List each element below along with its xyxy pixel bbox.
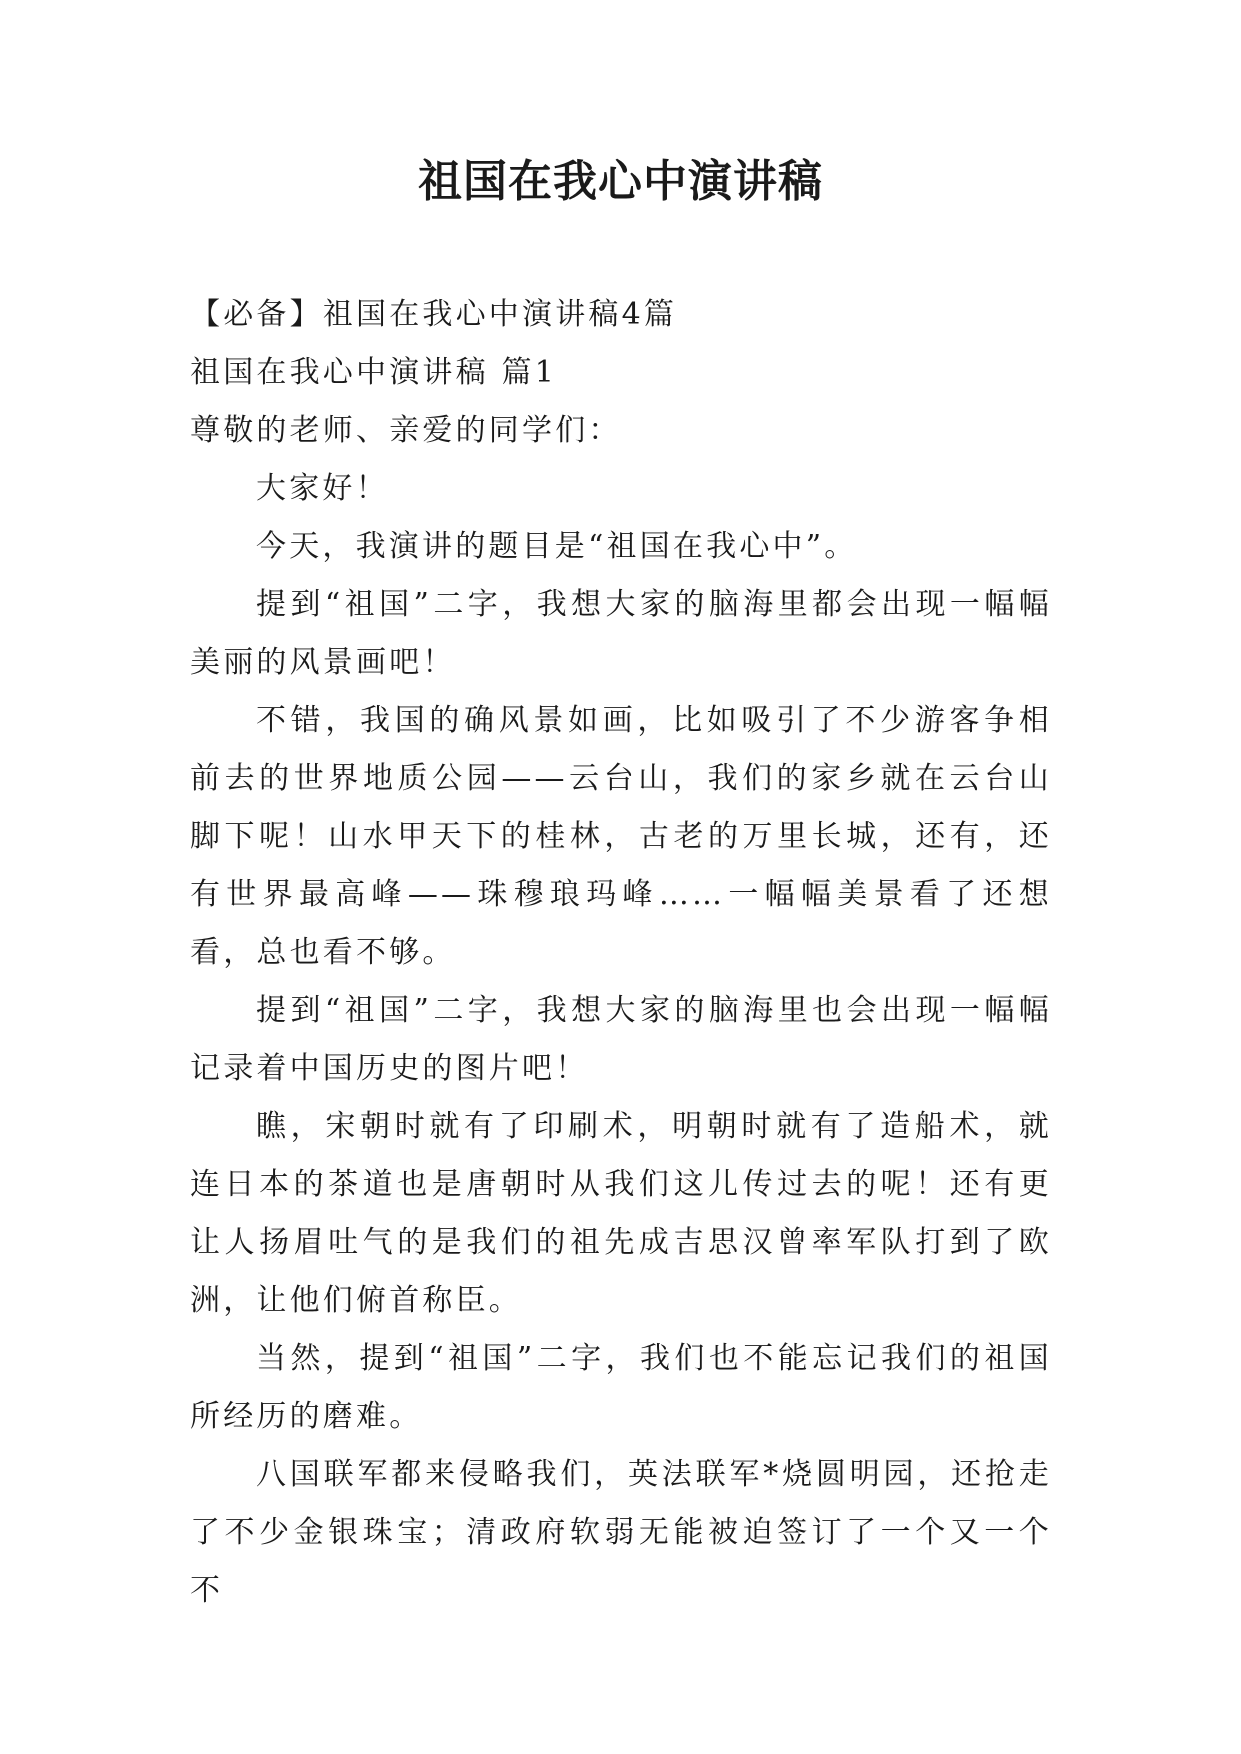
document-title: 祖国在我心中演讲稿 (418, 156, 823, 207)
paragraph: 当然，提到“祖国”二字，我们也不能忘记我们的祖国所经历的磨难。 (190, 1341, 1052, 1434)
paragraph: 【必备】祖国在我心中演讲稿4篇 (190, 297, 678, 332)
paragraph: 尊敬的老师、亲爱的同学们： (190, 413, 622, 448)
paragraph: 提到“祖国”二字，我想大家的脑海里也会出现一幅幅记录着中国历史的图片吧！ (190, 993, 1052, 1086)
paragraph: 祖国在我心中演讲稿 篇1 (190, 355, 558, 390)
paragraph: 大家好！ (256, 471, 389, 506)
paragraph: 不错，我国的确风景如画，比如吸引了不少游客争相前去的世界地质公园——云台山，我们的家乡就在云台山脚下呢！山水甲天下的桂林，古老的万里长城，还有，还有世界最高峰——珠穆琅玛峰……一幅幅美景看了还想看，总也看不够。 (190, 703, 1052, 970)
paragraph: 瞧，宋朝时就有了印刷术，明朝时就有了造船术，就连日本的茶道也是唐朝时从我们这儿传过去的呢！还有更让人扬眉吐气的是我们的祖先成吉思汉曾率军队打到了欧洲，让他们俯首称臣。 (190, 1109, 1052, 1318)
document-body (190, 286, 1052, 1620)
paragraph: 八国联军都来侵略我们，英法联军*烧圆明园，还抢走了不少金银珠宝；清政府软弱无能被迫签订了一个又一个不 (190, 1457, 1052, 1608)
paragraph: 提到“祖国”二字，我想大家的脑海里都会出现一幅幅美丽的风景画吧！ (190, 587, 1052, 680)
paragraph: 今天，我演讲的题目是“祖国在我心中”。 (256, 529, 858, 564)
